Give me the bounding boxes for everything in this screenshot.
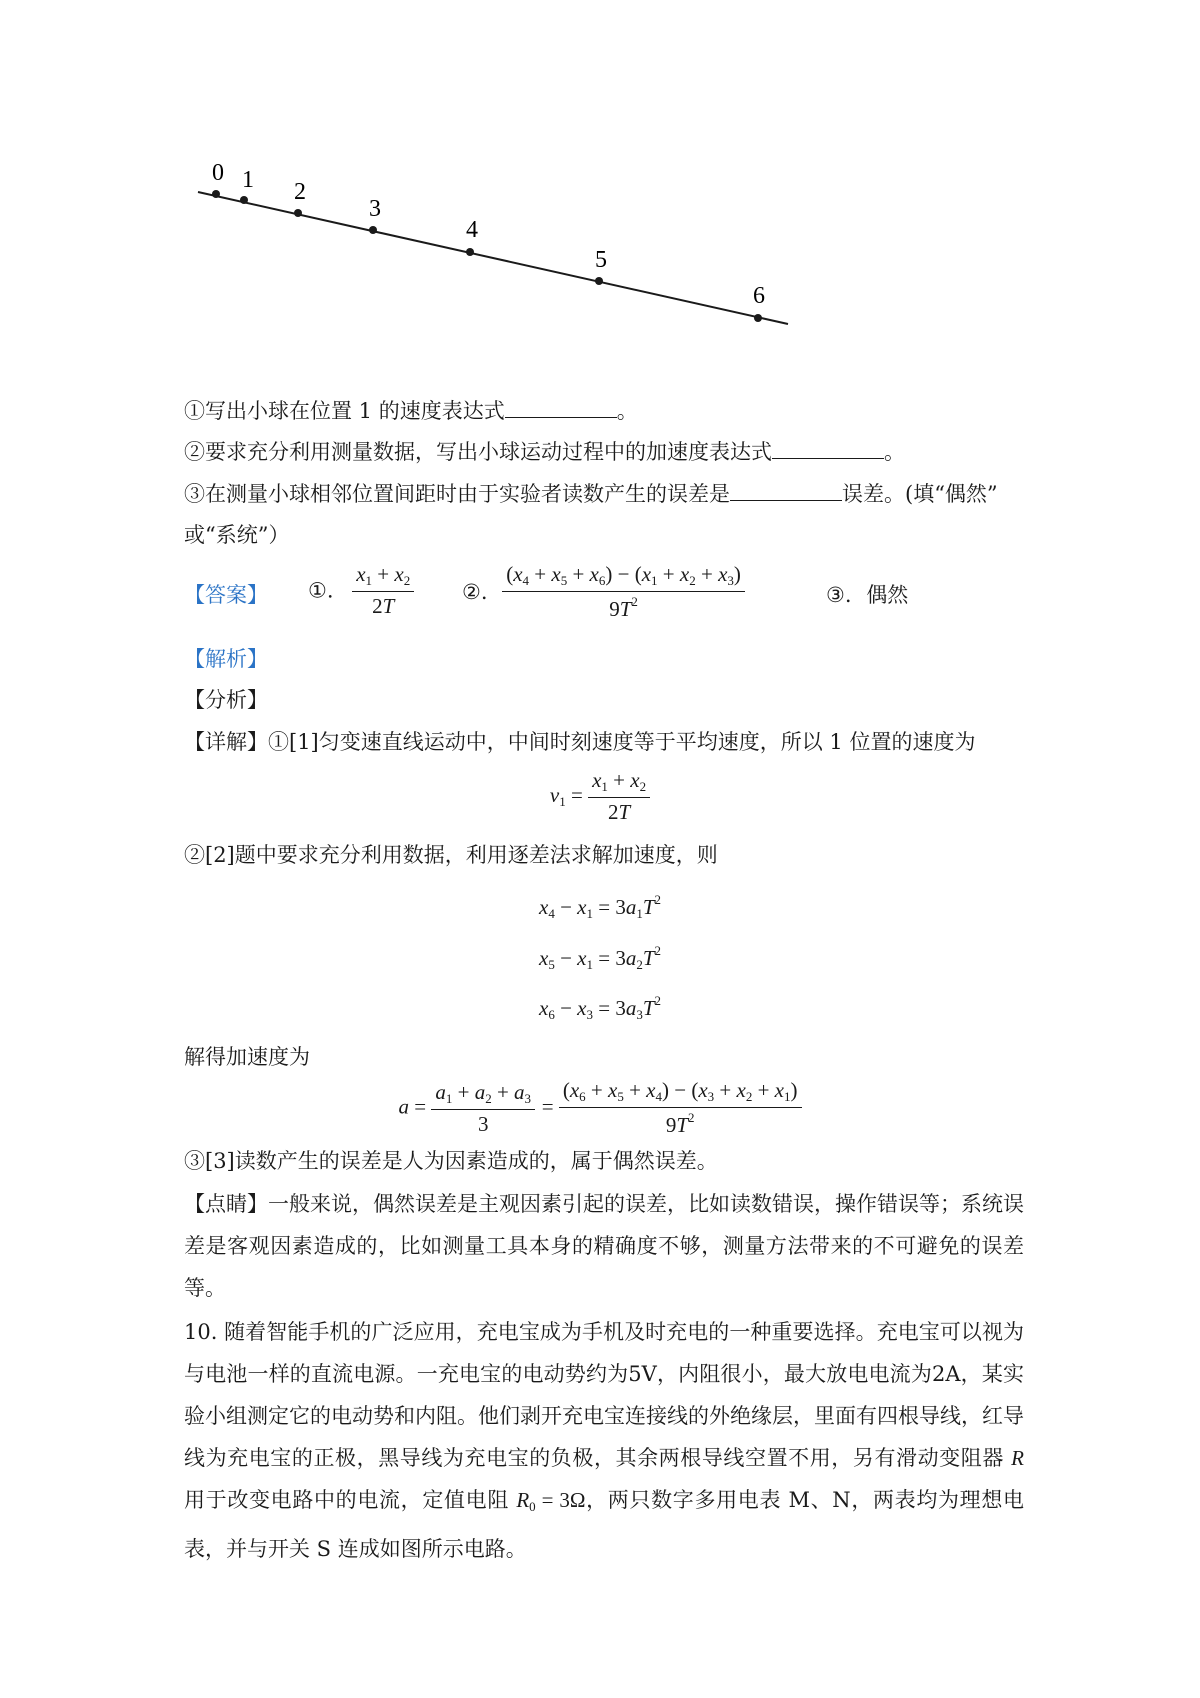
problem-10: 10. 随着智能手机的广泛应用，充电宝成为手机及时充电的一种重要选择。充电宝可以视为与电池一样的直流电源。一充电宝的电动势约为5V，内阻很小，最大放电电流为2A，某实验小组测定它的电动势和内阻。他们剥开充电宝连接线的外绝缘层，里面有四根导线，红导线为充电宝的正极，黑导线为充电宝的负极，其余两根导线空置不用，另有滑动变阻器 R 用于改变电路中的电流，定值电阻 $R_0 = 3\Omega$，两只数字多用电表 M、N，两表均为理想电表，并与开关 S 连成如图所示电路。 — [184, 1320, 1025, 1561]
trajectory-line — [198, 192, 788, 324]
equation-acceleration: a = $\frac{a_1 + a_2 + a_3}{3}$ = $\frac{(x_6 + x_5 + x_4) - (x_3 + x_2 + x_1)}{9T^2}$ — [0, 1078, 1200, 1138]
answer-blank-1 — [505, 397, 617, 418]
trajectory-figure — [180, 150, 800, 360]
step2-line: ②[2]题中要求充分利用数据，利用逐差法求解加速度，则 — [184, 843, 718, 867]
dot-5 — [595, 277, 603, 285]
answer-blank-2 — [772, 438, 884, 459]
answer-item-2: ②. $\frac{(x_4 + x_5 + x_6) - (x_1 + x_2 + x_3)}{9T^2}$ — [462, 562, 745, 622]
answer-blank-3 — [730, 480, 842, 501]
dot-2 — [294, 209, 302, 217]
question-1: ①写出小球在位置 1 的速度表达式 。 — [184, 399, 638, 423]
dot-4 — [466, 248, 474, 256]
point-label-2: 2 — [294, 179, 306, 205]
answer-label: 【答案】 — [184, 583, 268, 607]
point-label-4: 4 — [466, 217, 478, 243]
dianjing-paragraph: 【点睛】一般来说，偶然误差是主观因素引起的误差，比如读数错误，操作错误等；系统误差是客观因素造成的，比如测量工具本身的精确度不够，测量方法带来的不可避免的误差等。 — [184, 1192, 1024, 1300]
dot-1 — [240, 196, 248, 204]
equation-diff-1: $x_4 - x_1 = 3a_1T^2$ — [538, 892, 662, 921]
question-2: ②要求充分利用测量数据，写出小球运动过程中的加速度表达式 。 — [184, 440, 905, 464]
answer-item-3: ③. 偶然 — [826, 583, 909, 607]
point-label-1: 1 — [242, 167, 254, 193]
fenxi-label: 【分析】 — [184, 688, 268, 712]
dot-6 — [754, 314, 762, 322]
question-3-continued: 或“系统”） — [184, 523, 290, 547]
analysis-label: 【解析】 — [184, 647, 268, 671]
point-label-0: 0 — [212, 160, 224, 186]
point-label-3: 3 — [369, 196, 381, 222]
equation-v1: $v_1$ = $\frac{x_1 + x_2}{2T}$ — [0, 768, 1200, 825]
equation-diff-3: $x_6 - x_3 = 3a_3T^2$ — [538, 993, 662, 1022]
dot-0 — [212, 190, 220, 198]
equation-diff-2: $x_5 - x_1 = 3a_2T^2$ — [538, 943, 662, 972]
answer-item-1: ①. $\frac{x_1 + x_2}{2T}$ — [308, 562, 414, 619]
point-label-6: 6 — [753, 283, 765, 309]
point-label-5: 5 — [595, 247, 607, 273]
step3-line: ③[3]读数产生的误差是人为因素造成的，属于偶然误差。 — [184, 1149, 718, 1173]
question-3: ③在测量小球相邻位置间距时由于实验者读数产生的误差是 误差。(填“偶然” — [184, 482, 998, 506]
dot-3 — [369, 226, 377, 234]
detail-line: 【详解】①[1]匀变速直线运动中，中间时刻速度等于平均速度，所以 1 位置的速度为 — [184, 730, 976, 754]
solve-line: 解得加速度为 — [184, 1045, 310, 1069]
